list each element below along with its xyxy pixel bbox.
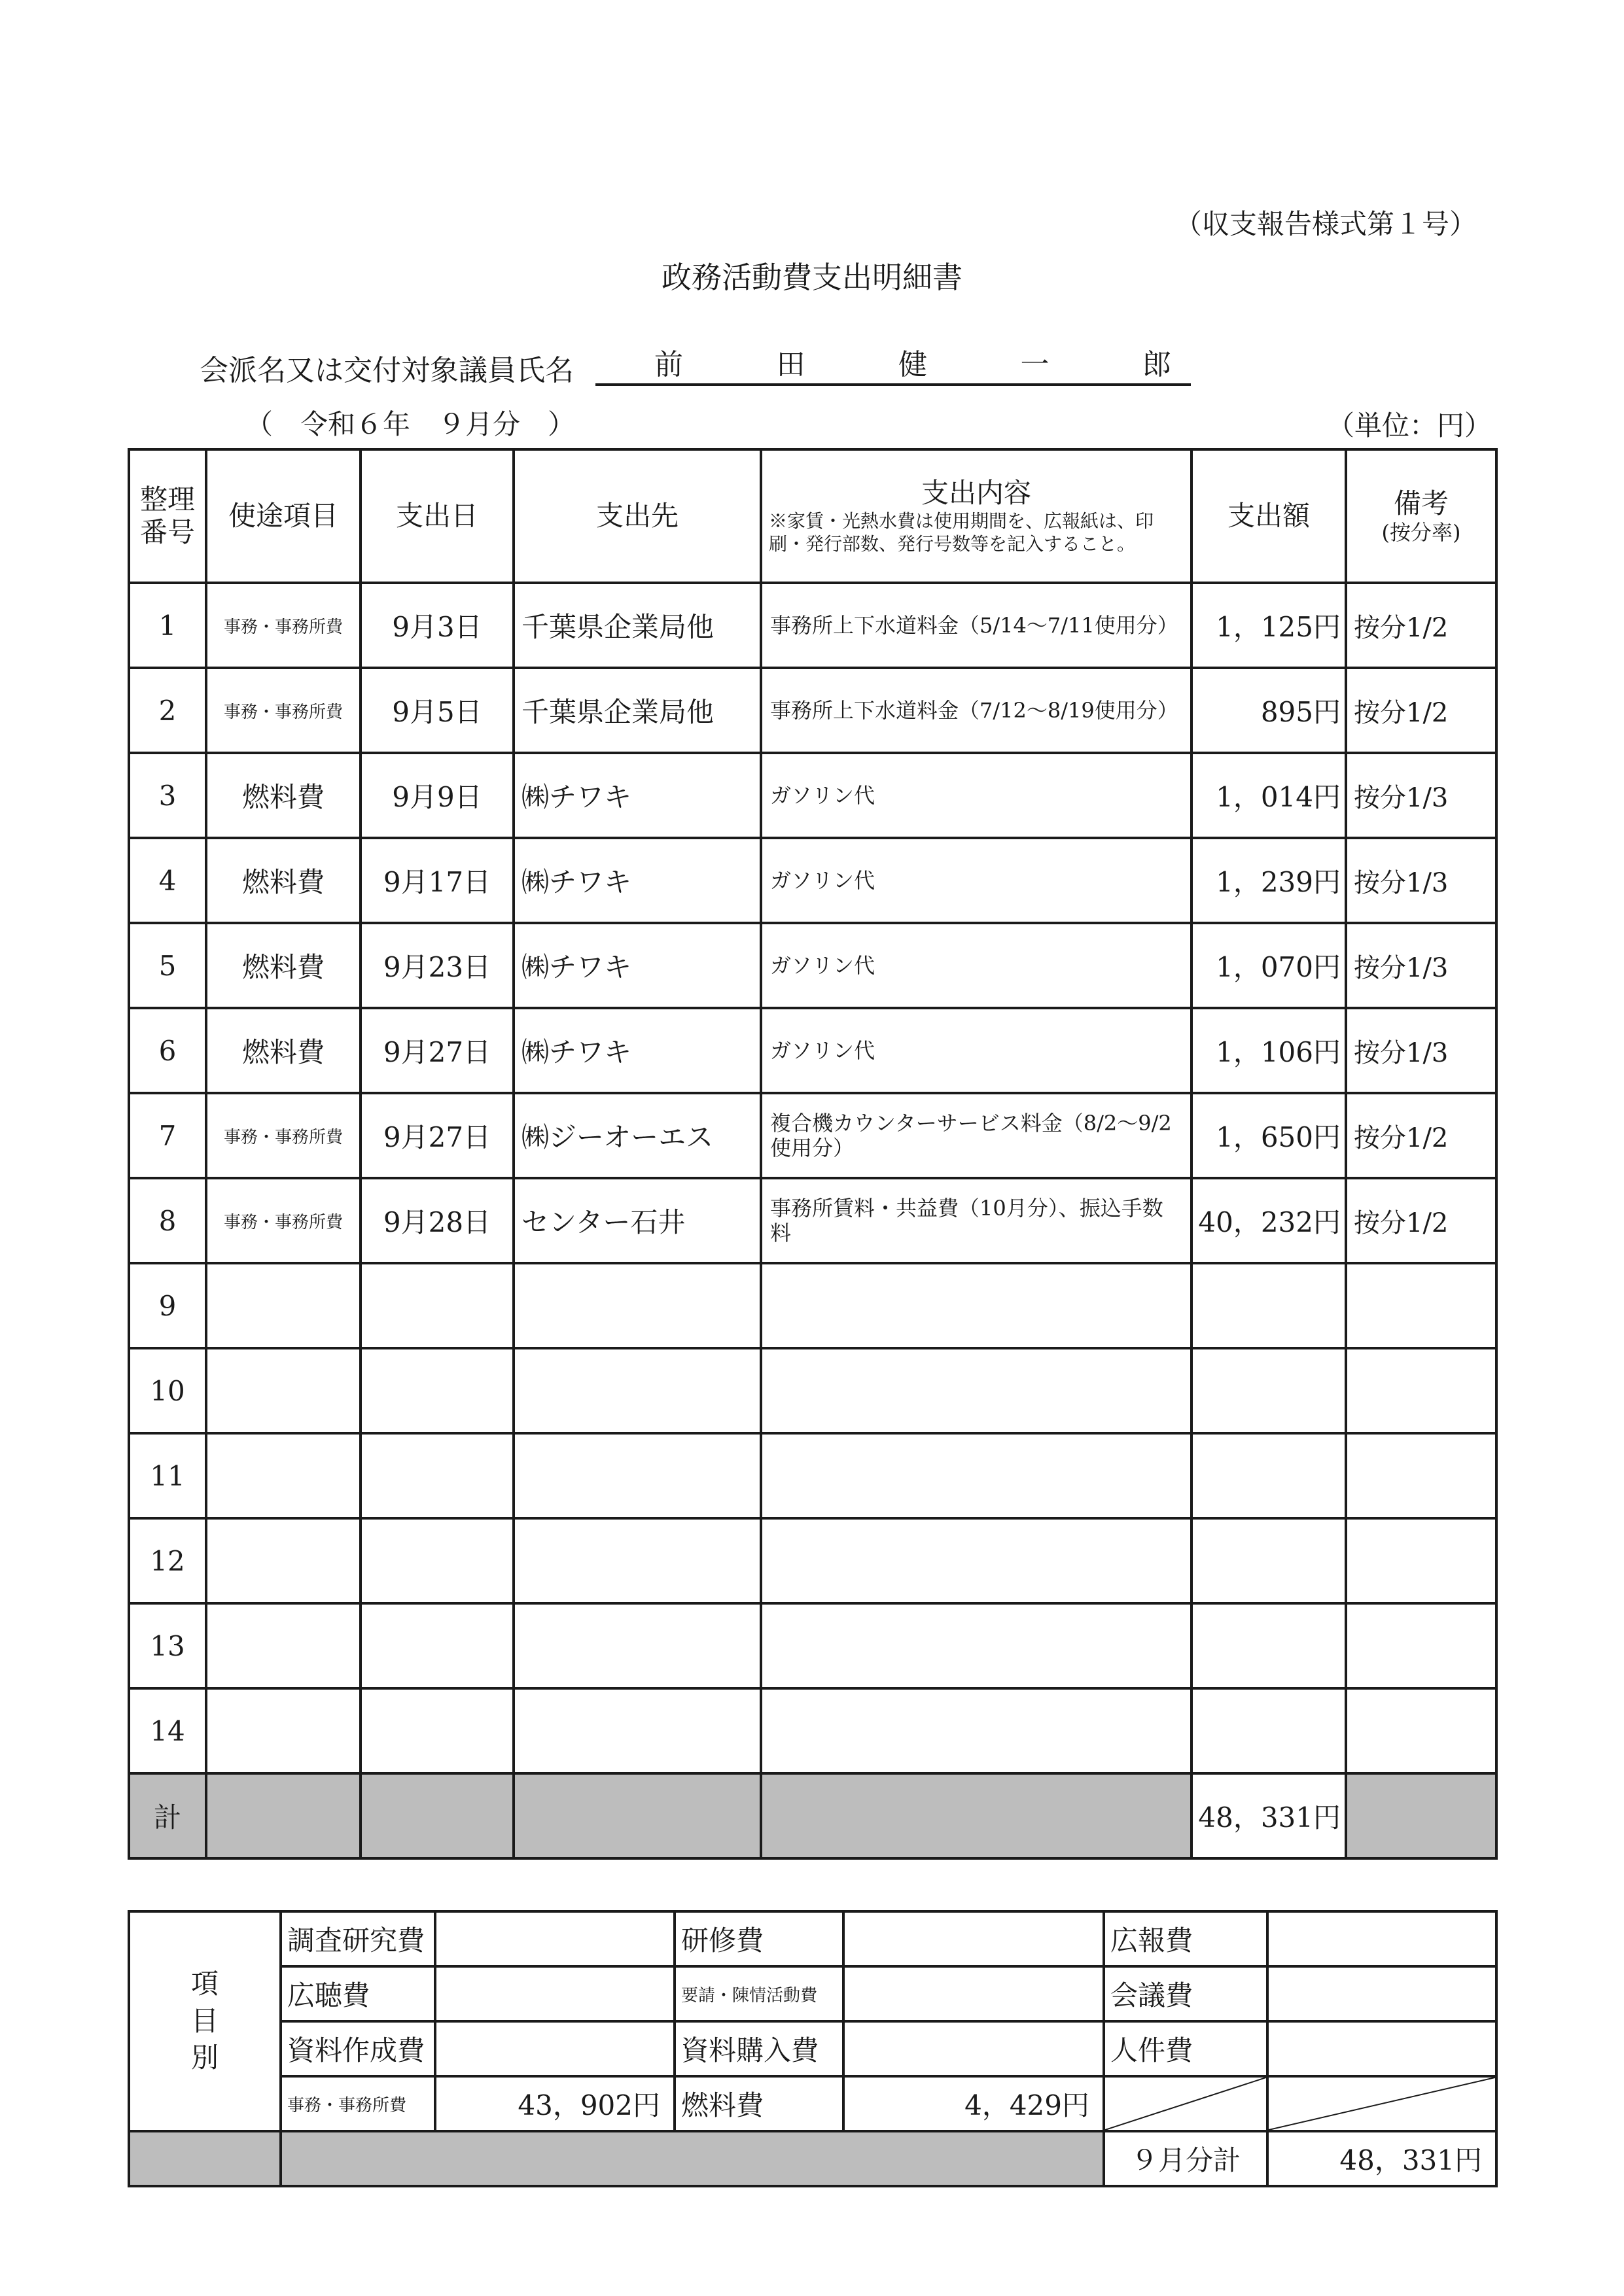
table-row [129, 838, 1496, 923]
summary-value [1267, 1911, 1496, 1966]
row-use: 燃料費 [206, 1008, 361, 1093]
summary-label: 広聴費 [281, 1966, 435, 2021]
row-use: 燃料費 [206, 753, 361, 838]
header-remarks-title: 備考 [1393, 487, 1449, 519]
row-amount [1192, 1688, 1346, 1773]
total-row [129, 1773, 1496, 1858]
row-dest: ㈱チワキ [514, 753, 761, 838]
summary-side-label: 項 目 別 [129, 1911, 281, 2131]
row-desc: ガソリン代 [761, 838, 1192, 923]
row-note: 按分1/2 [1346, 1093, 1496, 1178]
row-number: 6 [129, 1008, 206, 1093]
diagonal-line [1105, 2078, 1266, 2130]
summary-value: 43，902円 [435, 2076, 675, 2131]
row-number: 12 [129, 1518, 206, 1603]
row-use: 事務・事務所費 [206, 583, 361, 668]
row-number: 1 [129, 583, 206, 668]
row-amount [1192, 1433, 1346, 1518]
total-blank [1346, 1773, 1496, 1858]
row-use [206, 1433, 361, 1518]
faction-label: 会派名又は交付対象議員氏名 [200, 354, 574, 387]
row-date: 9月17日 [361, 838, 514, 923]
row-note: 按分1/3 [1346, 923, 1496, 1008]
header-content-title: 支出内容 [921, 476, 1031, 509]
row-use [206, 1688, 361, 1773]
summary-row [129, 1911, 1496, 1966]
row-note: 按分1/2 [1346, 1178, 1496, 1263]
row-date: 9月9日 [361, 753, 514, 838]
row-amount: 1，239円 [1192, 838, 1346, 923]
row-desc: ガソリン代 [761, 1008, 1192, 1093]
member-name-char: 郎 [1142, 348, 1171, 381]
row-dest: センター石井 [514, 1178, 761, 1263]
summary-label: 資料購入費 [675, 2021, 843, 2076]
row-note [1346, 1518, 1496, 1603]
summary-value [435, 1966, 675, 2021]
diagonal-cell [1104, 2076, 1267, 2131]
row-dest: 千葉県企業局他 [514, 583, 761, 668]
summary-value [1267, 1966, 1496, 2021]
summary-label: 人件費 [1104, 2021, 1267, 2076]
row-date [361, 1603, 514, 1688]
row-dest: ㈱チワキ [514, 923, 761, 1008]
row-amount [1192, 1603, 1346, 1688]
table-row [129, 1093, 1496, 1178]
row-note: 按分1/3 [1346, 753, 1496, 838]
row-amount: 1，106円 [1192, 1008, 1346, 1093]
row-note [1346, 1603, 1496, 1688]
row-date [361, 1263, 514, 1348]
row-dest [514, 1688, 761, 1773]
month-total-value: 48，331円 [1267, 2131, 1496, 2186]
row-note: 按分1/3 [1346, 838, 1496, 923]
row-use: 燃料費 [206, 838, 361, 923]
summary-label: 広報費 [1104, 1911, 1267, 1966]
diagonal-line [1269, 2078, 1495, 2130]
summary-row [129, 1966, 1496, 2021]
row-number: 7 [129, 1093, 206, 1178]
unit-label: （単位：円） [1327, 409, 1492, 442]
row-date: 9月27日 [361, 1093, 514, 1178]
page-title: 政務活動費支出明細書 [662, 260, 962, 295]
row-desc [761, 1433, 1192, 1518]
expense-table [128, 448, 1498, 1860]
row-dest: ㈱チワキ [514, 838, 761, 923]
row-number: 2 [129, 668, 206, 753]
member-name [595, 340, 1191, 386]
row-desc [761, 1603, 1192, 1688]
total-blank [514, 1773, 761, 1858]
summary-label: 事務・事務所費 [281, 2076, 435, 2131]
row-desc [761, 1348, 1192, 1433]
row-dest: ㈱ジーオーエス [514, 1093, 761, 1178]
total-label: 計 [129, 1773, 206, 1858]
table-row [129, 1518, 1496, 1603]
period: （ 令和６年 ９月分 ） [245, 408, 576, 440]
row-amount [1192, 1348, 1346, 1433]
total-blank [206, 1773, 361, 1858]
row-note [1346, 1688, 1496, 1773]
row-date: 9月5日 [361, 668, 514, 753]
row-use: 事務・事務所費 [206, 1178, 361, 1263]
member-name-char: 田 [776, 348, 805, 381]
summary-table [128, 1910, 1498, 2187]
row-date: 9月23日 [361, 923, 514, 1008]
row-dest [514, 1603, 761, 1688]
row-use [206, 1518, 361, 1603]
row-number: 5 [129, 923, 206, 1008]
row-dest [514, 1518, 761, 1603]
month-total-label: ９月分計 [1104, 2131, 1267, 2186]
form-number: （収支報告様式第１号） [1174, 208, 1477, 240]
table-header [129, 449, 1496, 583]
total-blank [761, 1773, 1192, 1858]
row-note [1346, 1433, 1496, 1518]
row-use: 事務・事務所費 [206, 668, 361, 753]
summary-value [843, 1966, 1104, 2021]
row-amount: 40，232円 [1192, 1178, 1346, 1263]
row-amount: 1，070円 [1192, 923, 1346, 1008]
row-desc [761, 1688, 1192, 1773]
table-row [129, 1008, 1496, 1093]
row-use: 燃料費 [206, 923, 361, 1008]
row-dest: ㈱チワキ [514, 1008, 761, 1093]
header-content [761, 449, 1192, 583]
row-dest [514, 1263, 761, 1348]
summary-blank [129, 2131, 281, 2186]
summary-value [435, 1911, 675, 1966]
row-number: 9 [129, 1263, 206, 1348]
row-note [1346, 1263, 1496, 1348]
member-name-char: 一 [1020, 348, 1050, 381]
row-date: 9月28日 [361, 1178, 514, 1263]
header-content-note: ※家賃・光熱水費は使用期間を、広報紙は、印刷・発行部数、発行号数等を記入すること。 [769, 510, 1154, 555]
row-note [1346, 1348, 1496, 1433]
table-row [129, 923, 1496, 1008]
row-number: 4 [129, 838, 206, 923]
row-dest: 千葉県企業局他 [514, 668, 761, 753]
row-desc: 事務所賃料・共益費（10月分）、振込手数料 [761, 1178, 1192, 1263]
table-row [129, 1688, 1496, 1773]
summary-row [129, 2076, 1496, 2131]
row-number: 10 [129, 1348, 206, 1433]
row-amount: 1，650円 [1192, 1093, 1346, 1178]
row-desc: ガソリン代 [761, 923, 1192, 1008]
row-dest [514, 1348, 761, 1433]
row-amount: 895円 [1192, 668, 1346, 753]
summary-value [843, 1911, 1104, 1966]
summary-label: 要請・陳情活動費 [675, 1966, 843, 2021]
row-desc: 事務所上下水道料金（7/12～8/19使用分） [761, 668, 1192, 753]
total-blank [361, 1773, 514, 1858]
row-use [206, 1603, 361, 1688]
summary-value [435, 2021, 675, 2076]
row-number: 13 [129, 1603, 206, 1688]
row-amount: 1，014円 [1192, 753, 1346, 838]
summary-value: 4，429円 [843, 2076, 1104, 2131]
row-use [206, 1263, 361, 1348]
summary-value [843, 2021, 1104, 2076]
table-row [129, 1348, 1496, 1433]
row-note: 按分1/3 [1346, 1008, 1496, 1093]
row-number: 14 [129, 1688, 206, 1773]
row-note: 按分1/2 [1346, 583, 1496, 668]
row-amount [1192, 1518, 1346, 1603]
row-desc: ガソリン代 [761, 753, 1192, 838]
row-number: 3 [129, 753, 206, 838]
row-desc [761, 1518, 1192, 1603]
header-remarks-sub: (按分率) [1381, 520, 1461, 545]
header-use: 使途項目 [206, 449, 361, 583]
row-date [361, 1518, 514, 1603]
member-name-char: 前 [654, 348, 683, 381]
diagonal-cell [1267, 2076, 1496, 2131]
table-row [129, 753, 1496, 838]
row-use: 事務・事務所費 [206, 1093, 361, 1178]
header-amount: 支出額 [1192, 449, 1346, 583]
header-no: 整理番号 [129, 449, 206, 583]
table-row [129, 1433, 1496, 1518]
row-number: 8 [129, 1178, 206, 1263]
header-date: 支出日 [361, 449, 514, 583]
row-date [361, 1433, 514, 1518]
summary-label: 燃料費 [675, 2076, 843, 2131]
row-dest [514, 1433, 761, 1518]
summary-total-row [129, 2131, 1496, 2186]
summary-label: 会議費 [1104, 1966, 1267, 2021]
table-row [129, 668, 1496, 753]
summary-blank [281, 2131, 1104, 2186]
row-date: 9月3日 [361, 583, 514, 668]
row-amount: 1，125円 [1192, 583, 1346, 668]
row-desc: 複合機カウンターサービス料金（8/2～9/2使用分） [761, 1093, 1192, 1178]
row-desc [761, 1263, 1192, 1348]
header-dest: 支出先 [514, 449, 761, 583]
summary-label: 資料作成費 [281, 2021, 435, 2076]
row-note: 按分1/2 [1346, 668, 1496, 753]
table-row [129, 1263, 1496, 1348]
row-desc: 事務所上下水道料金（5/14～7/11使用分） [761, 583, 1192, 668]
row-amount [1192, 1263, 1346, 1348]
summary-label: 研修費 [675, 1911, 843, 1966]
summary-label: 調査研究費 [281, 1911, 435, 1966]
table-row [129, 583, 1496, 668]
row-use [206, 1348, 361, 1433]
row-date [361, 1348, 514, 1433]
table-row [129, 1178, 1496, 1263]
row-date [361, 1688, 514, 1773]
summary-row [129, 2021, 1496, 2076]
row-number: 11 [129, 1433, 206, 1518]
header-remarks [1346, 449, 1496, 583]
member-name-char: 健 [898, 348, 927, 381]
total-amount: 48，331円 [1192, 1773, 1346, 1858]
row-date: 9月27日 [361, 1008, 514, 1093]
table-row [129, 1603, 1496, 1688]
summary-value [1267, 2021, 1496, 2076]
